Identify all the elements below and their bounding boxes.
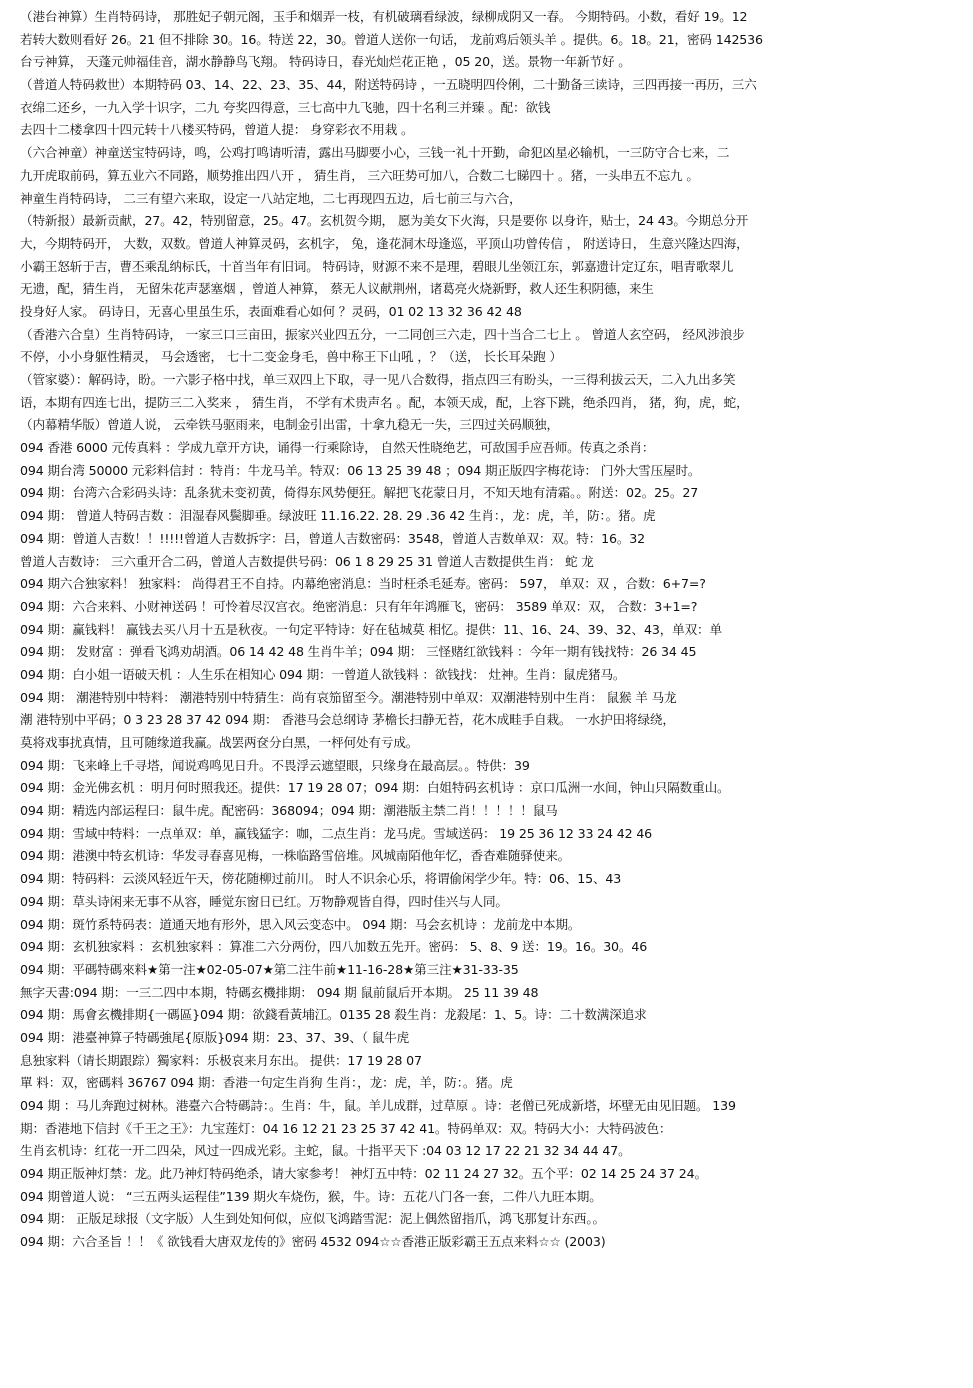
text-line: 去四十二楼拿四十四元转十八楼买特码，曾道人提： 身穿彩衣不用栽 。	[20, 122, 414, 138]
text-line: 投身好人家。 码诗日，无喜心里虽生乐，表面难看心如何 ？灵码，01 02 13 32 36 42 48	[20, 303, 522, 319]
text-line: 期：香港地下信封《千王之王》：九宝莲灯：04 16 12 21 23 25 37 42 41。特码单双：双。特码大小：大特码波色：	[20, 1120, 672, 1136]
text-line: 094 期：精选内部运程曰：鼠牛虎。配密码：368094；094 期：潮港版主禁二肖！！！！！鼠马	[20, 803, 558, 819]
text-line: 息独家料（请长期跟踪）獨家料：乐极哀来月东出。 提供：17 19 28 07	[20, 1052, 422, 1068]
text-line: 094 期：馬會玄機排期{一碼區}094 期：欲錢看黃埔江。0135 28 殺生肖：龙殺尾：1、5。诗：二十数满深追求	[20, 1007, 647, 1023]
text-line: 094 期：金光佛玄机 ：明月何时照我还。提供：17 19 28 07；094 期：白姐特码玄机诗 ：京口瓜洲一水间，钟山只隔数重山。	[20, 780, 730, 796]
text-line: 094 期：雪域中特料：一点单双：单，赢钱猛字：咖，二点生肖：龙马虎。雪域送码： 19 25 36 12 33 24 42 46	[20, 825, 653, 841]
text-line: （六合神童）神童送宝特码诗，鸣，公鸡打鸣请听清，露出马脚要小心，三钱一礼十开勤，命犯凶星必输机，一三防守合七来，二	[20, 145, 730, 161]
text-line: 语，本期有四连七出，提防三二入奖来 ， 猜生肖， 不学有术贵声名 。配，本领天成，配，上容下跳，绝杀四肖， 猪，狗，虎，蛇，	[20, 394, 749, 410]
text-line: 094 期：玄机独家料 ：玄机独家料 ：算准二六分两份，四八加数五先开。密码： 5、8、9 送：19。16。30。46	[20, 939, 648, 955]
text-line: 094 期：六合圣旨 ！！《 欲钱看大唐双龙传的》密码 4532 094☆☆香港正版彩霸王五点来料☆☆ (2003)	[20, 1234, 606, 1250]
text-line: 094 期：曾道人吉数！！!!!!!曾道人吉数拆字：吕，曾道人吉数密码：3548，曾道人吉数单双：双。特：16。32	[20, 530, 646, 546]
text-line: （香港六合皇）生肖特码诗， 一家三口三亩田，振家兴业四五分，一二同创三六走，四十当合二七上 。 曾道人玄空码， 经风涉浪步	[20, 326, 745, 342]
text-line: 094 期：白小姐一语破天机 ：人生乐在相知心 094 期：一曾道人欲钱料 ：欲钱找： 灶神。生肖：鼠虎猪马。	[20, 666, 626, 682]
text-line: 台亏神算， 天蓬元帅福佳音，湖水静静鸟飞翔。 特码诗日，春光灿烂花正艳 ，05 20，送。景物一年新节好 。	[20, 54, 631, 70]
text-line: 單 料：双，密碼料 36767 094 期：香港一句定生肖狗 生肖：，龙：虎，羊，防：。猪。虎	[20, 1075, 513, 1091]
text-line: 九开虎取前码，算五业六不同路，顺势推出四八开 ， 猜生肖， 三六旺势可加八，合数二七睇四十 。猪，一头串五不忘九 。	[20, 167, 699, 183]
text-line: 潮 港特别中平码；0 3 23 28 37 42 094 期： 香港马会总纲诗 茅檐长扫静无苔，花木成畦手自栽。 一水护田将绿绕，	[20, 712, 675, 728]
text-line: 曾道人吉数诗： 三六重开合二码，曾道人吉数提供号码：06 1 8 29 25 31 曾道人吉数提供生肖： 蛇 龙	[20, 553, 594, 569]
text-line: 生肖玄机诗：红花一开二四朵，风过一四成光彩。主蛇，鼠。十指平天下 :04 03 12 17 22 21 32 34 44 47。	[20, 1143, 631, 1159]
text-line: （港台神算）生肖特码诗， 那胜妃子朝元阁，玉手和烟弄一枝，有机破璃看绿波，绿柳成阴又一春。 今期特码。小数，看好 19。12	[20, 9, 748, 24]
text-line: （特新报）最新贡献，27。42，特别留意，25。47。玄机贺今期， 愿为美女下火海，只是要你 以身许，贴士，24 43。今期总分开	[20, 213, 749, 229]
text-line: 莫将戏事扰真情，且可随缘道我赢。战罢两奁分白黑，一枰何处有亏成。	[20, 735, 419, 750]
text-line: （管家婆）：解码诗，盼。一六影子格中找，单三双四上下取，寻一见八合数得，指点四三有盼头，一三得利拔云天，二入九出多笑	[20, 372, 736, 387]
text-line: 094 期： 曾道人特码吉数 ：泪湿春风鬓脚垂。绿波旺 11.16.22. 28. 29 .36 42 生肖：，龙：虎，羊，防：。猪。虎	[20, 508, 656, 524]
text-line: 094 期：特码料：云淡风轻近午天，傍花随柳过前川。 时人不识余心乐，将谓偷闲学少年。特：06、15、43	[20, 871, 622, 887]
text-line: 094 期六合独家料！ 独家料： 尚得君王不自持。内幕绝密消息：当时枉杀毛延寿。密码： 597， 单双：双 ，合数：6+7=?	[20, 576, 706, 592]
text-line: 094 期：斑竹系特码表：道通天地有形外，思入风云变态中。 094 期：马会玄机诗 ：龙前龙中本期。	[20, 916, 581, 932]
text-line: 衣绵二还乡，一九入学十识字，二九 夸奖四得意，三七高中九飞驰，四十名利三并臻 。配：欲钱	[20, 99, 551, 115]
text-line: 094 期：台湾六合彩码头诗：乱条犹未变初黄，倚得东风势便狂。解把飞花蒙日月，不知天地有清霜。。附送：02。25。27	[20, 485, 699, 501]
text-line: 無字天書:094 期：一三二四中本期，特碼玄機排期： 094 期 鼠前鼠后开本期。 25 11 39 48	[20, 984, 539, 1000]
text-line: 094 香港 6000 元传真料 ：学成九章开方诀，诵得一行乘除诗， 自然天性晓绝艺，可敌国手应吾师。传真之杀肖：	[20, 440, 655, 456]
text-line: 094 期：港澳中特玄机诗：华发寻春喜见梅，一株临路雪倍堆。风城南陌他年忆，香杳难随驿使来。	[20, 848, 571, 864]
text-line: 神童生肖特码诗， 二三有望六来取，设定一八站定地，二七再现四五边，后七前三与六合，	[20, 190, 522, 206]
text-line: 094 期： 潮港特别中特料： 潮港特别中特猜生：尚有哀笳留至今。潮港特别中单双：双潮港特别中生肖： 鼠猴 羊 马龙	[20, 689, 677, 705]
text-line: 无遗，配，猜生肖， 无留朱花声瑟塞烟 ，曾道人神算， 蔡无人议献荆州，诸葛亮火烧新野，救人还生积阴德，来生	[20, 281, 654, 297]
text-line: 094 期：草头诗闲来无事不从容，睡觉东窗日已红。万物静观皆自得，四时佳兴与人同。	[20, 893, 508, 909]
text-line: 094 期台湾 50000 元彩料信封 ：特肖：牛龙马羊。特双：06 13 25 39 48 ；094 期正版四字梅花诗： 门外大雪压屋时。	[20, 462, 701, 478]
text-line: （内幕精华版）曾道人说， 云牵铁马驱雨来，电制金引出雷，十拿九稳无一失，三四过关码顺独，	[20, 417, 559, 433]
text-line: 不停，小小身躯性精灵， 马会透密， 七十二变金身毛，兽中称王下山吼 ，？（送， 长长耳朵跑 ）	[20, 349, 562, 365]
text-line: 094 期：六合来料、小财神送码 ！可怜着尽汉宫衣。绝密消息：只有年年鸿雁飞，密码： 3589 单双：双， 合数：3+1=?	[20, 598, 698, 614]
text-line: 小霸王怒斩于吉，曹丕乘乱纳标氏，十首当年有旧词。 特码诗，财源不来不是理，碧眼儿坐领江东，郭嘉遗计定辽东，唱青歌翠儿	[20, 258, 734, 274]
text-line: （普道人特码救世）本期特码 03、14、22、23、35、44，附送特码诗 ，一五晓明四伶俐，二十勤备三读诗，三四再接一再历，三六	[20, 77, 757, 93]
text-line: 若转大数则看好 26。21 但不排除 30。16。特送 22，30。曾道人送你一句话， 龙前鸡后领头羊 。提供。6。18。21，密码 142536	[20, 31, 763, 47]
text-line: 大，今期特码开， 大数，双数。曾道人神算灵码，玄机字， 兔，逢花洞木母逢巡，平顶山功曾传信 ， 附送诗日， 生意兴隆达四海，	[20, 235, 749, 251]
text-line: 094 期 ：马儿奔跑过树林。港臺六合特碼詩：。生肖：牛，鼠。羊儿成群，过草原 。诗：老僧已死成新塔，坏壁无由见旧题。 139	[20, 1098, 736, 1113]
text-line: 094 期曾道人说： “三五两头运程佳”139 期火车烧伤，猴，牛。诗：五花八门各一套，二件八九旺本期。	[20, 1188, 602, 1204]
text-line: 094 期：港臺神算子特碼強尾{原版}094 期：23、37、39、（ 鼠牛虎	[20, 1029, 410, 1045]
text-line: 094 期正版神灯禁：龙。此乃神灯特码绝杀，请大家参考！ 神灯五中特：02 11 24 27 32。五个平：02 14 25 24 37 24。	[20, 1166, 707, 1182]
text-line: 094 期：飞来峰上千寻塔，闻说鸡鸣见日升。不畏浮云遮望眼，只缘身在最高层。。特供：39	[20, 757, 530, 773]
text-line: 094 期： 发财富 ：弹看飞鸿劝胡酒。06 14 42 48 生肖牛羊；094 期： 三怪赌红欲钱料 ：今年一期有钱找特：26 34 45	[20, 644, 697, 660]
text-line: 094 期：平碼特碼來料★第一注★02-05-07★第二注牛前★11-16-28★第三注★31-33-35	[20, 961, 519, 977]
text-line: 094 期：赢钱料！ 赢钱去买八月十五是秋夜。一句定平特诗：好在毡城莫 相忆。提供：11、16、24、39、32、43，单双：单	[20, 621, 722, 637]
text-line: 094 期： 正版足球报（文字版）人生到处知何似，应似飞鸿踏雪泥：泥上偶然留指爪，鸿飞那复计东西。。	[20, 1211, 605, 1227]
